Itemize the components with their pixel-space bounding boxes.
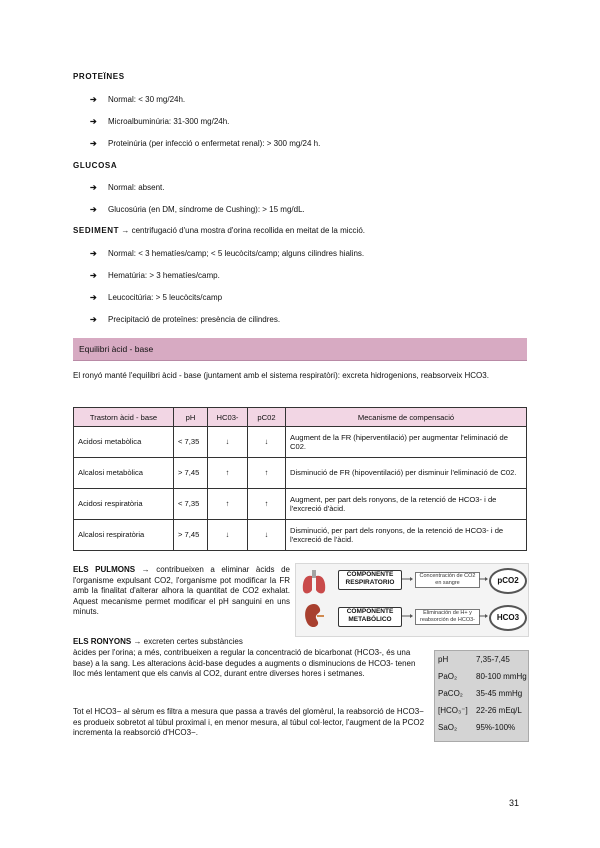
value-row <box>438 706 522 715</box>
final-paragraph: Tot el HCO3− al sèrum es filtra a mesura que passa a través del glomèrul, la reabsorció de HCO3− es produeix sobretot al túbul proximal i, en menor mesura, al túbul col·lector, l'augment de la PCO2 incrementa la reabsorció d'HCO3−. <box>73 707 425 737</box>
value-range: 95%-100% <box>476 723 516 732</box>
section-title: Equilibri àcid - base <box>79 344 154 354</box>
list-item-text: Hematúria: > 3 hematíes/camp. <box>108 271 220 280</box>
arrow-icon: ➔ <box>90 117 97 126</box>
value-range: 35-45 mmHg <box>476 689 523 698</box>
reference-values-box <box>434 650 529 742</box>
table-cell: ↓ <box>248 427 286 458</box>
component-box: COMPONENTE RESPIRATORIO <box>338 570 402 590</box>
value-range: 80-100 mmHg <box>476 672 527 681</box>
table-cell: ↑ <box>248 489 286 520</box>
arrow-icon: ➔ <box>90 205 97 214</box>
table-cell: Acidosi metabòlica <box>74 427 174 458</box>
value-key: PaCO₂ <box>438 689 463 698</box>
arrow-icon: ➔ <box>90 249 97 258</box>
list-item-text: Microalbuminúria: 31-300 mg/24h. <box>108 117 230 126</box>
value-row <box>438 672 527 681</box>
sediment-intro: → centrifugació d'una mostra d'orina recollida en meitat de la micció. <box>121 226 365 235</box>
proteines-heading: PROTEÏNES <box>73 72 125 81</box>
list-item-text: Normal: < 30 mg/24h. <box>108 95 186 104</box>
list-item <box>90 205 305 214</box>
lungs-icon <box>301 568 327 596</box>
value-range: 22-26 mEq/L <box>476 706 522 715</box>
arrow-right-icon <box>479 613 489 619</box>
arrow-icon: ➔ <box>90 293 97 302</box>
list-item-text: Normal: < 3 hematíes/camp; < 5 leucòcits/camp; alguns cilindres hialins. <box>108 249 365 258</box>
table-cell: ↑ <box>208 458 248 489</box>
kidney-icon <box>302 602 326 630</box>
compensation-diagram <box>295 563 529 637</box>
mechanism-label: Concentración de CO2 en sangre <box>415 572 480 588</box>
sediment-line <box>73 226 365 237</box>
table-cell: Augment, per part dels ronyons, de la retenció de HCO3- i de l'excreció d'àcid. <box>286 489 527 520</box>
table-row <box>74 427 527 458</box>
table-cell: ↑ <box>208 489 248 520</box>
table-cell: Disminució, per part dels ronyons, de la retenció de HCO3- i de l'excreció de l'àcid. <box>286 520 527 551</box>
arrow-icon: ➔ <box>90 183 97 192</box>
table-header: HC03- <box>208 408 248 427</box>
list-item-text: Leucocitúria: > 5 leucòcits/camp <box>108 293 223 302</box>
list-item <box>90 95 185 104</box>
arrow-right-icon <box>402 613 414 619</box>
value-range: 7,35-7,45 <box>476 655 510 664</box>
table-header: pH <box>174 408 208 427</box>
pulmons-lead: ELS PULMONS <box>73 565 136 574</box>
table-cell: < 7,35 <box>174 489 208 520</box>
ronyons-lead: ELS RONYONS <box>73 637 132 646</box>
table-cell: ↑ <box>248 458 286 489</box>
list-item <box>90 293 222 302</box>
arrow-icon: ➔ <box>90 139 97 148</box>
sediment-heading: SEDIMENT <box>73 226 120 235</box>
table-cell: Augment de la FR (hiperventilació) per augmentar l'eliminació de C02. <box>286 427 527 458</box>
ronyons-lead-line <box>73 637 290 648</box>
table-cell: Alcalosi respiratòria <box>74 520 174 551</box>
table-cell: Disminució de FR (hipoventilació) per disminuir l'eliminació de C02. <box>286 458 527 489</box>
table-cell: ↓ <box>208 427 248 458</box>
table-cell: Acidosi respiratòria <box>74 489 174 520</box>
pulmons-text: → contribueixen a eliminar àcids de l'organisme expulsant CO2, l'organisme pot modificar la FR amb la finalitat d'alterar alhora la quantitat de CO2 exhalat. Aquest mecanisme permet modificar el pH sanguini en uns minuts. <box>73 565 291 616</box>
table-header: Trastorn àcid - base <box>74 408 174 427</box>
list-item <box>90 183 164 192</box>
table-cell: > 7,45 <box>174 520 208 551</box>
page-number: 31 <box>509 798 520 808</box>
value-row <box>438 689 522 698</box>
arrow-icon: ➔ <box>90 95 97 104</box>
value-key: [HCO₃⁻] <box>438 706 468 715</box>
list-item-text: Precipitació de proteïnes: presència de cilindres. <box>108 315 281 324</box>
section-band <box>73 338 527 361</box>
pulmons-paragraph <box>73 565 290 618</box>
parameter-oval: HCO3 <box>489 605 527 631</box>
ronyons-paragraph: àcides per l'orina; a més, contribueixen a regular la concentració de bicarbonat (HCO3-, és una base) a la sang. Les alteracions àcid-base degudes a augments o disminucions de HCO3- tenen lloc més lentament que els canvis al CO2, durant entre diverses hores i setmanes. <box>73 648 416 678</box>
parameter-oval: pCO2 <box>489 568 527 594</box>
arrow-right-icon <box>479 576 489 582</box>
table-cell: > 7,45 <box>174 458 208 489</box>
table-row <box>74 458 527 489</box>
list-item-text: Glucosúria (en DM, síndrome de Cushing): > 15 mg/dL. <box>108 205 305 214</box>
table-row <box>74 520 527 551</box>
list-item <box>90 271 220 280</box>
value-key: PaO₂ <box>438 672 458 681</box>
list-item <box>90 139 320 148</box>
list-item-text: Proteinúria (per infecció o enfermetat renal): > 300 mg/24 h. <box>108 139 321 148</box>
value-row <box>438 723 515 732</box>
table-header: pC02 <box>248 408 286 427</box>
list-item <box>90 117 229 126</box>
mechanism-label: Eliminación de H+ y reabsorción de HCO3- <box>415 609 480 625</box>
glucosa-heading: GLUCOSA <box>73 161 118 170</box>
arrow-icon: ➔ <box>90 315 97 324</box>
acid-base-table <box>73 407 527 551</box>
table-header-row <box>74 408 527 427</box>
arrow-icon: ➔ <box>90 271 97 280</box>
table-cell: ↓ <box>248 520 286 551</box>
ronyons-text-top: → excreten certes substàncies <box>131 637 243 646</box>
table-row <box>74 489 527 520</box>
intro-paragraph: El ronyó manté l'equilibri àcid - base (juntament amb el sistema respiratòri): excreta hidrogenions, reabsorveix HCO3. <box>73 371 489 380</box>
arrow-right-icon <box>402 576 414 582</box>
list-item <box>90 249 364 258</box>
table-cell: < 7,35 <box>174 427 208 458</box>
table-cell: Alcalosi metabòlica <box>74 458 174 489</box>
value-key: SaO₂ <box>438 723 458 732</box>
component-box: COMPONENTE METABÓLICO <box>338 607 402 627</box>
list-item <box>90 315 280 324</box>
table-header: Mecanisme de compensació <box>286 408 527 427</box>
value-key: pH <box>438 655 449 664</box>
table-cell: ↓ <box>208 520 248 551</box>
value-row <box>438 655 510 664</box>
list-item-text: Normal: absent. <box>108 183 165 192</box>
